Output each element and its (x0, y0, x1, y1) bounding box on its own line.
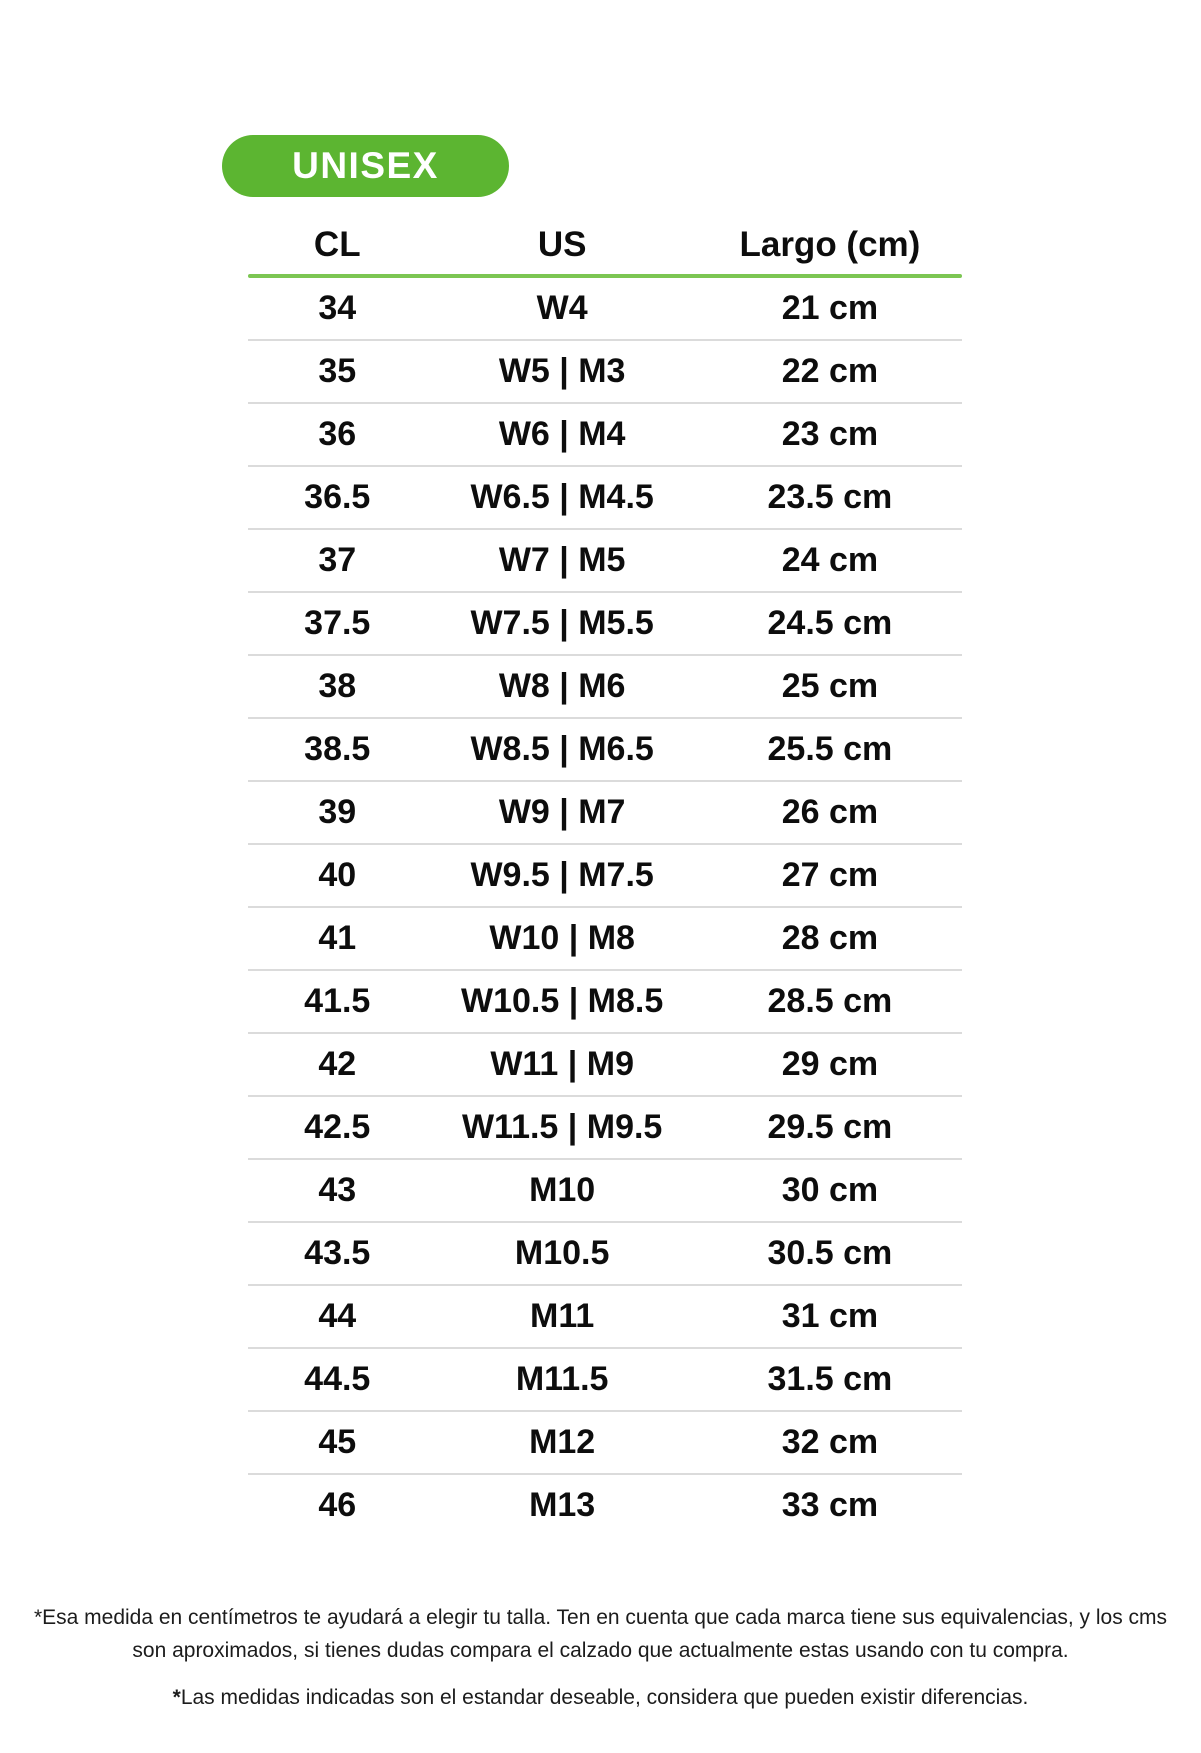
cell-us: W9.5 | M7.5 (470, 856, 654, 894)
cell-largo: 33 cm (781, 1486, 879, 1524)
table-row (248, 782, 962, 845)
column-header-us: US (537, 224, 587, 264)
table-row (248, 1034, 962, 1097)
cell-cl: 37 (318, 541, 357, 579)
table-row (248, 971, 962, 1034)
cell-us: W11.5 | M9.5 (461, 1108, 663, 1146)
cell-us: W7.5 | M5.5 (470, 604, 654, 642)
cell-cl: 40 (318, 856, 357, 894)
table-row (248, 908, 962, 971)
footnote-measurement: *Esa medida en centímetros te ayudará a elegir tu talla. Ten en cuenta que cada marca tiene sus equivalencias, y los cms son aproximados, si tienes dudas compara el calzado que actualmente estas usando con tu compra. (33, 1606, 1168, 1662)
cell-us: W11 | M9 (490, 1045, 634, 1083)
cell-us: W6 | M4 (498, 415, 626, 453)
cell-cl: 41 (318, 919, 357, 957)
table-row (248, 1223, 962, 1286)
cell-largo: 22 cm (781, 352, 879, 390)
table-row (248, 1349, 962, 1412)
table-row (248, 530, 962, 593)
footnote-standard-asterisk: * (172, 1686, 181, 1709)
cell-cl: 46 (318, 1486, 357, 1524)
cell-cl: 42.5 (304, 1108, 371, 1146)
table-body (248, 278, 962, 1536)
table-row (248, 278, 962, 341)
cell-cl: 44 (318, 1297, 357, 1335)
column-header-cl: CL (313, 224, 361, 264)
cell-largo: 31.5 cm (767, 1360, 893, 1398)
cell-us: W9 | M7 (498, 793, 626, 831)
cell-us: M11 (530, 1297, 595, 1335)
cell-us: M13 (529, 1486, 596, 1524)
cell-cl: 35 (318, 352, 357, 390)
cell-largo: 23.5 cm (767, 478, 893, 516)
cell-us: W8 | M6 (498, 667, 626, 705)
cell-largo: 25 cm (781, 667, 879, 705)
table-row (248, 1097, 962, 1160)
cell-us: W5 | M3 (498, 352, 626, 390)
cell-cl: 45 (318, 1423, 357, 1461)
cell-largo: 30 cm (781, 1171, 879, 1209)
cell-us: W10.5 | M8.5 (461, 982, 664, 1020)
cell-largo: 28.5 cm (767, 982, 893, 1020)
cell-us: W4 (536, 289, 588, 327)
cell-largo: 24.5 cm (767, 604, 893, 642)
cell-largo: 30.5 cm (767, 1234, 893, 1272)
table-row (248, 593, 962, 656)
cell-cl: 41.5 (304, 982, 371, 1020)
cell-us: W10 | M8 (489, 919, 635, 957)
size-conversion-table (248, 215, 962, 1536)
cell-largo: 24 cm (781, 541, 879, 579)
table-row (248, 1412, 962, 1475)
unisex-badge (222, 135, 509, 197)
unisex-badge-label: UNISEX (292, 145, 439, 186)
table-row (248, 719, 962, 782)
cell-largo: 31 cm (781, 1297, 879, 1335)
cell-cl: 42 (318, 1045, 357, 1083)
cell-largo: 29.5 cm (767, 1108, 893, 1146)
cell-largo: 25.5 cm (767, 730, 893, 768)
cell-largo: 23 cm (781, 415, 879, 453)
column-header-largo: Largo (cm) (739, 224, 921, 264)
cell-us: W7 | M5 (498, 541, 626, 579)
table-row (248, 656, 962, 719)
table-row (248, 845, 962, 908)
footnote-standard (33, 1681, 1168, 1714)
cell-cl: 43.5 (304, 1234, 371, 1272)
cell-us: M12 (529, 1423, 596, 1461)
footnotes (0, 1601, 1201, 1714)
cell-cl: 43 (318, 1171, 357, 1209)
cell-cl: 44.5 (304, 1360, 371, 1398)
table-row (248, 467, 962, 530)
cell-cl: 39 (318, 793, 357, 831)
cell-cl: 37.5 (304, 604, 371, 642)
footnote-standard-text: Las medidas indicadas son el estandar deseable, considera que pueden existir diferencias. (180, 1686, 1029, 1709)
cell-cl: 38.5 (304, 730, 371, 768)
cell-us: M11.5 (515, 1360, 609, 1398)
cell-cl: 36.5 (304, 478, 371, 516)
cell-largo: 27 cm (781, 856, 879, 894)
cell-cl: 38 (318, 667, 357, 705)
cell-us: M10.5 (514, 1234, 610, 1272)
table-row (248, 1475, 962, 1536)
cell-largo: 28 cm (781, 919, 879, 957)
cell-largo: 21 cm (781, 289, 879, 327)
cell-us: M10 (529, 1171, 596, 1209)
cell-largo: 26 cm (781, 793, 879, 831)
cell-largo: 32 cm (781, 1423, 879, 1461)
cell-cl: 34 (318, 289, 357, 327)
table-header-row (248, 215, 962, 274)
cell-us: W6.5 | M4.5 (470, 478, 654, 516)
table-row (248, 341, 962, 404)
table-row (248, 1286, 962, 1349)
cell-largo: 29 cm (781, 1045, 879, 1083)
cell-us: W8.5 | M6.5 (470, 730, 654, 768)
table-row (248, 1160, 962, 1223)
table-row (248, 404, 962, 467)
cell-cl: 36 (318, 415, 357, 453)
